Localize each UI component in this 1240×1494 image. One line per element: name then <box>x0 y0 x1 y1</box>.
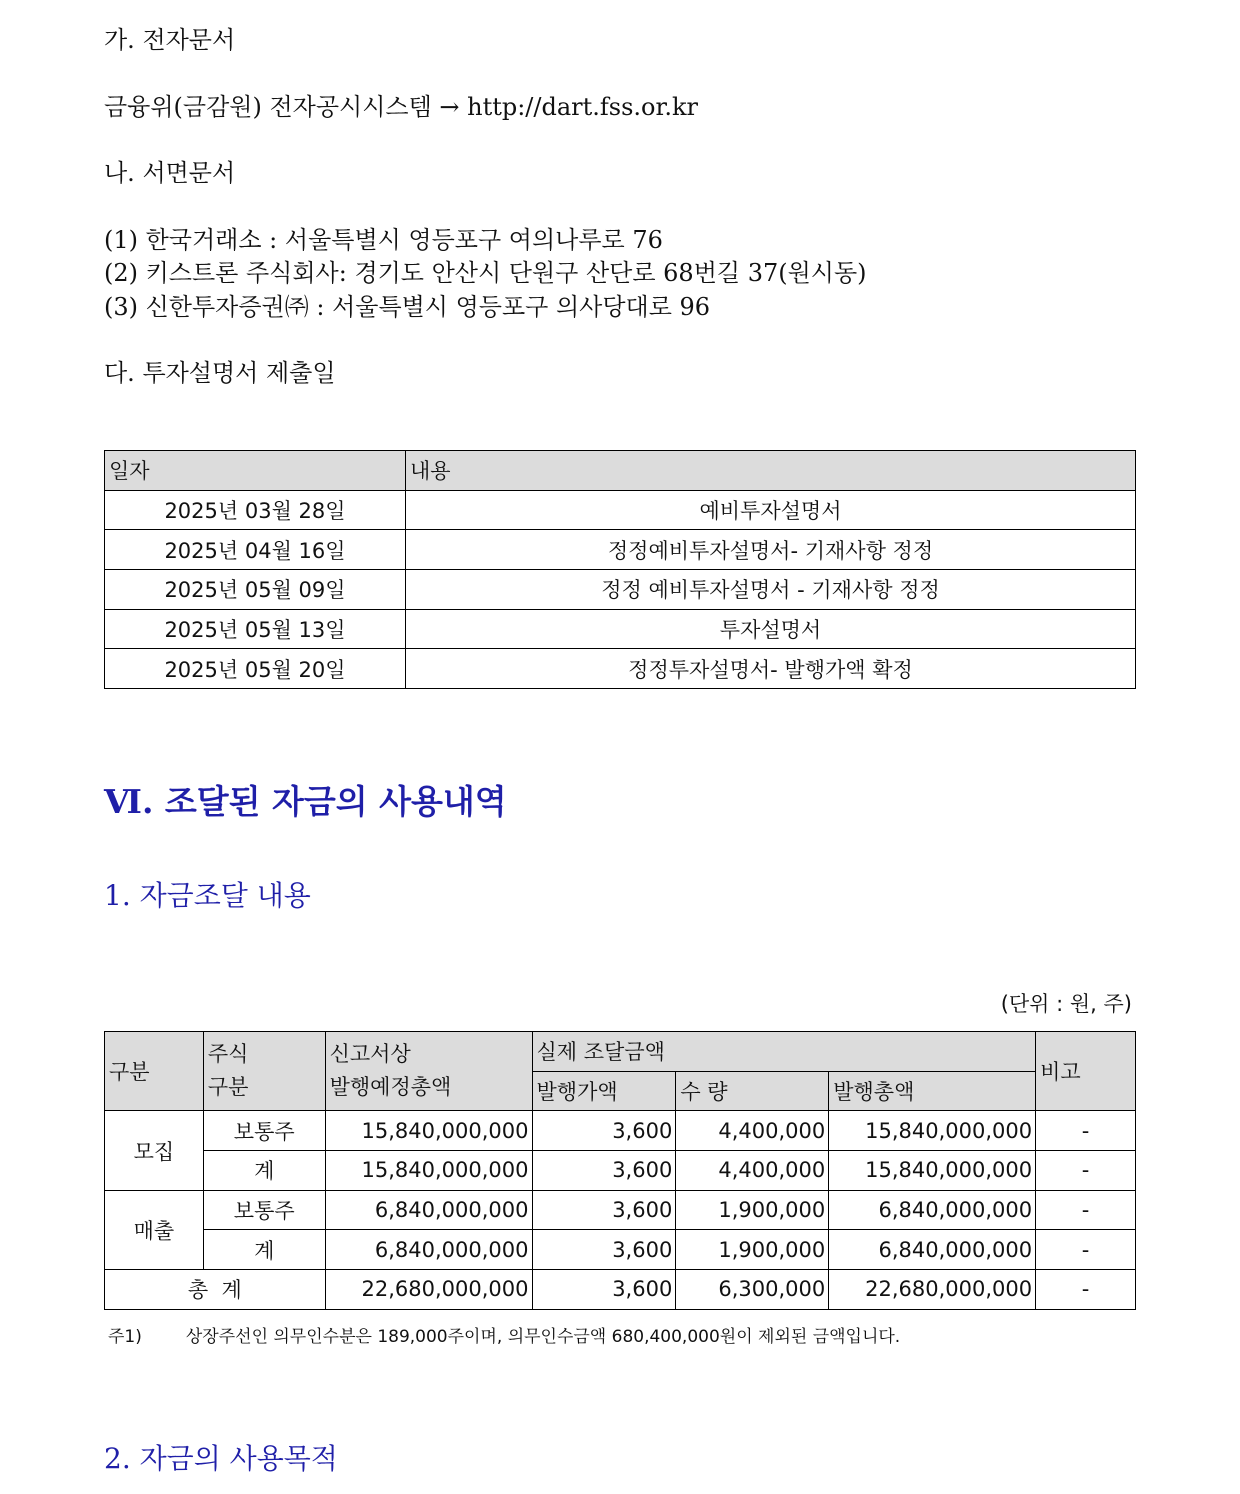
total-cell: 6,840,000,000 <box>829 1190 1036 1230</box>
date-cell: 2025년 05월 20일 <box>105 649 406 689</box>
remark-cell: - <box>1036 1230 1136 1270</box>
quantity-cell: 1,900,000 <box>676 1190 829 1230</box>
total-cell: 15,840,000,000 <box>829 1111 1036 1151</box>
subsection-fund-usage: 2. 자금의 사용목적 <box>104 1442 338 1475</box>
table-row <box>105 649 1136 689</box>
reported-cell: 15,840,000,000 <box>325 1111 532 1151</box>
quantity-cell: 4,400,000 <box>676 1111 829 1151</box>
price-cell: 3,600 <box>532 1111 676 1151</box>
header-date: 일자 <box>105 451 406 491</box>
submission-date-heading: 다. 투자설명서 제출일 <box>104 359 336 387</box>
footnote-text: 상장주선인 의무인수분은 189,000주이며, 의무인수금액 680,400,000원이 제외된 금액입니다. <box>185 1327 901 1347</box>
quantity-cell: 6,300,000 <box>676 1270 829 1310</box>
table-row <box>105 1230 1136 1270</box>
price-cell: 3,600 <box>532 1270 676 1310</box>
section-title: Ⅵ. 조달된 자금의 사용내역 <box>104 782 507 821</box>
content-cell: 정정예비투자설명서- 기재사항 정정 <box>406 530 1136 570</box>
table-row <box>105 1190 1136 1230</box>
date-cell: 2025년 04월 16일 <box>105 530 406 570</box>
header-reported-line1: 신고서상 <box>329 1042 411 1067</box>
paper-docs-heading: 나. 서면문서 <box>104 159 236 187</box>
stock-type-cell: 보통주 <box>203 1190 325 1230</box>
remark-cell: - <box>1036 1270 1136 1310</box>
content-cell: 정정 예비투자설명서 - 기재사항 정정 <box>406 570 1136 610</box>
reported-cell: 22,680,000,000 <box>325 1270 532 1310</box>
header-actual-amount: 실제 조달금액 <box>532 1032 1036 1072</box>
table-row <box>105 1111 1136 1151</box>
header-stock-type-line2: 구분 <box>207 1075 249 1100</box>
grand-total-row <box>105 1270 1136 1310</box>
quantity-cell: 1,900,000 <box>676 1230 829 1270</box>
table-row <box>105 609 1136 649</box>
group-name: 매출 <box>105 1190 204 1269</box>
quantity-cell: 4,400,000 <box>676 1151 829 1191</box>
table-header-row <box>105 1032 1136 1072</box>
electronic-docs-heading: 가. 전자문서 <box>104 26 236 54</box>
reported-cell: 6,840,000,000 <box>325 1230 532 1270</box>
electronic-docs-text: 금융위(금감원) 전자공시시스템 → http://dart.fss.or.kr <box>104 93 698 121</box>
header-issue-price: 발행가액 <box>532 1071 676 1111</box>
content-cell: 투자설명서 <box>406 609 1136 649</box>
price-cell: 3,600 <box>532 1190 676 1230</box>
date-cell: 2025년 03월 28일 <box>105 490 406 530</box>
footnote <box>108 1322 900 1347</box>
stock-type-cell: 계 <box>203 1151 325 1191</box>
header-reported-line2: 발행예정총액 <box>329 1075 452 1100</box>
table-row <box>105 490 1136 530</box>
header-stock-type <box>203 1032 325 1111</box>
header-content: 내용 <box>406 451 1136 491</box>
date-cell: 2025년 05월 13일 <box>105 609 406 649</box>
paper-location-1: (1) 한국거래소 : 서울특별시 영등포구 여의나루로 76 <box>104 226 663 254</box>
stock-type-cell: 계 <box>203 1230 325 1270</box>
header-category: 구분 <box>105 1032 204 1111</box>
header-reported-amount <box>325 1032 532 1111</box>
header-issue-total: 발행총액 <box>829 1071 1036 1111</box>
paper-location-2: (2) 키스트론 주식회사: 경기도 안산시 단원구 산단로 68번길 37(원시동) <box>104 259 867 287</box>
footnote-label: 주1) <box>108 1327 142 1347</box>
date-cell: 2025년 05월 09일 <box>105 570 406 610</box>
table-row <box>105 1151 1136 1191</box>
price-cell: 3,600 <box>532 1230 676 1270</box>
remark-cell: - <box>1036 1151 1136 1191</box>
total-cell: 6,840,000,000 <box>829 1230 1036 1270</box>
unit-label: (단위 : 원, 주) <box>1000 992 1132 1016</box>
header-quantity: 수 량 <box>676 1071 829 1111</box>
table-header-row <box>105 451 1136 491</box>
paper-location-3: (3) 신한투자증권㈜ : 서울특별시 영등포구 의사당대로 96 <box>104 293 711 321</box>
table-row <box>105 530 1136 570</box>
reported-cell: 6,840,000,000 <box>325 1190 532 1230</box>
subsection-fund-raising: 1. 자금조달 내용 <box>104 879 311 912</box>
submission-table <box>104 450 1136 689</box>
reported-cell: 15,840,000,000 <box>325 1151 532 1191</box>
content-cell: 예비투자설명서 <box>406 490 1136 530</box>
total-cell: 15,840,000,000 <box>829 1151 1036 1191</box>
stock-type-cell: 보통주 <box>203 1111 325 1151</box>
price-cell: 3,600 <box>532 1151 676 1191</box>
header-stock-type-line1: 주식 <box>207 1042 249 1067</box>
remark-cell: - <box>1036 1190 1136 1230</box>
content-cell: 정정투자설명서- 발행가액 확정 <box>406 649 1136 689</box>
total-cell: 22,680,000,000 <box>829 1270 1036 1310</box>
fund-raising-table <box>104 1031 1136 1310</box>
grand-total-label: 총 계 <box>105 1270 326 1310</box>
remark-cell: - <box>1036 1111 1136 1151</box>
table-row <box>105 570 1136 610</box>
group-name: 모집 <box>105 1111 204 1190</box>
header-remarks: 비고 <box>1036 1032 1136 1111</box>
